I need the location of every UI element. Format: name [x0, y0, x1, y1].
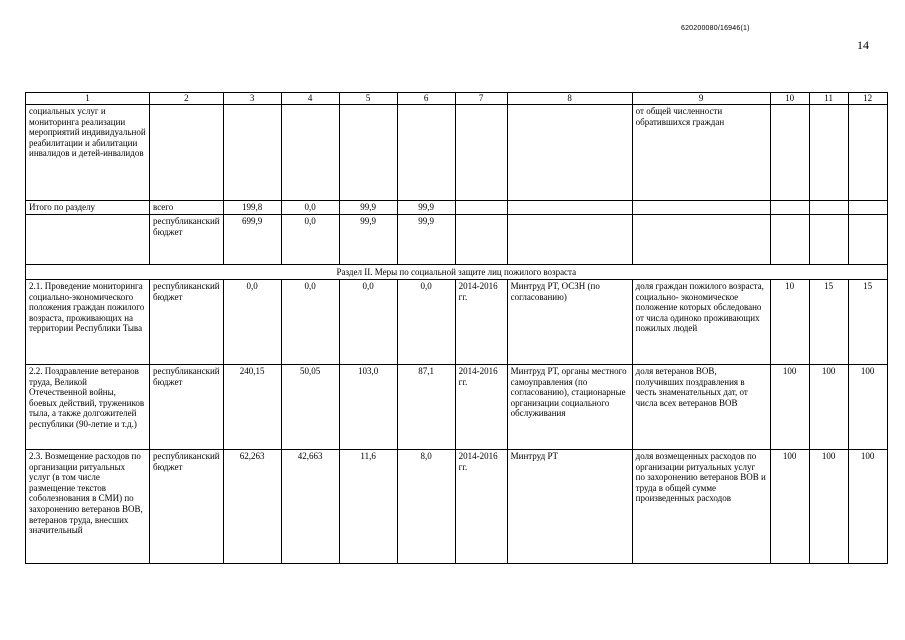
table-cell: 62,263 [223, 450, 281, 564]
table-cell: Минтруд РТ [507, 450, 632, 564]
table-cell: доля возмещенных расходов по организации ритуальных услуг по захоронению ветеранов ВОВ и труда в общей сумме произведенных расходов [632, 450, 770, 564]
table-cell [809, 201, 848, 215]
table-cell: 42,663 [281, 450, 339, 564]
header-cell: 8 [507, 93, 632, 105]
table-cell: 50,05 [281, 365, 339, 450]
table-cell: 99,9 [339, 201, 397, 215]
table-cell [455, 215, 507, 265]
table-cell [809, 105, 848, 201]
table-cell: 0,0 [397, 280, 455, 365]
table-cell: 2014-2016 гг. [455, 450, 507, 564]
table-cell [848, 215, 887, 265]
table-cell: социальных услуг и мониторинга реализации мероприятий индивидуальной реабилитации и абилитации инвалидов и детей-инвалидов [26, 105, 150, 201]
table-cell: 100 [770, 365, 809, 450]
table-row [26, 280, 888, 365]
table-cell: доля ветеранов ВОВ, получивших поздравления в честь знаменательных дат, от числа всех ветеранов ВОВ [632, 365, 770, 450]
header-cell: 1 [26, 93, 150, 105]
table-cell [770, 215, 809, 265]
table-cell [770, 105, 809, 201]
table-cell: 240,15 [223, 365, 281, 450]
header-cell: 3 [223, 93, 281, 105]
header-cell: 10 [770, 93, 809, 105]
header-cell: 4 [281, 93, 339, 105]
table-row [26, 215, 888, 265]
table-cell: Минтруд РТ, органы местного самоуправления (по согласованию), стационарные организации социального обслуживания [507, 365, 632, 450]
table-row [26, 365, 888, 450]
header-cell: 2 [150, 93, 224, 105]
table-cell: 100 [809, 450, 848, 564]
table-cell: 10 [770, 280, 809, 365]
table-cell [770, 201, 809, 215]
table-cell: республиканский бюджет [150, 280, 224, 365]
table-cell: 15 [809, 280, 848, 365]
table-cell: 2.2. Поздравление ветеранов труда, Великой Отечественной войны, боевых действий, тружеников тыла, а также долгожителей республики (90-летие и т.д.) [26, 365, 150, 450]
table-cell: 2014-2016 гг. [455, 280, 507, 365]
table-cell [223, 105, 281, 201]
table-cell: 0,0 [281, 215, 339, 265]
table-cell [281, 105, 339, 201]
table-cell: 2.3. Возмещение расходов по организации ритуальных услуг (в том числе размещение текстов соболезнования в СМИ) по захоронению ветеранов ВОВ, ветеранов труда, внесших значительный [26, 450, 150, 564]
table-cell: доля граждан пожилого возраста, социально- экономическое положение которых обследовано от числа одиноко проживающих пожилых людей [632, 280, 770, 365]
table-cell [455, 201, 507, 215]
table-cell: Итого по разделу [26, 201, 150, 215]
header-cell: 11 [809, 93, 848, 105]
table-cell: 103,0 [339, 365, 397, 450]
table-cell: республиканский бюджет [150, 215, 224, 265]
table-row [26, 201, 888, 215]
table-cell: Минтруд РТ, ОСЗН (по согласованию) [507, 280, 632, 365]
table-cell: 99,9 [397, 215, 455, 265]
header-cell: 6 [397, 93, 455, 105]
table-cell [397, 105, 455, 201]
table-cell: всего [150, 201, 224, 215]
program-table [25, 92, 888, 564]
header-cell: 7 [455, 93, 507, 105]
table-cell [455, 105, 507, 201]
header-cell: 9 [632, 93, 770, 105]
table-cell: 15 [848, 280, 887, 365]
table-cell: 2014-2016 гг. [455, 365, 507, 450]
table-cell: 699,9 [223, 215, 281, 265]
table-cell: 100 [848, 450, 887, 564]
table-cell: 100 [848, 365, 887, 450]
table-cell: 99,9 [339, 215, 397, 265]
table-cell: 0,0 [281, 280, 339, 365]
table-cell: 99,9 [397, 201, 455, 215]
table-cell [339, 105, 397, 201]
table-cell: 100 [809, 365, 848, 450]
table-cell: 11,6 [339, 450, 397, 564]
table-cell: от общей численности обратившихся граждан [632, 105, 770, 201]
table-cell: 0,0 [281, 201, 339, 215]
table-cell [632, 201, 770, 215]
table-cell [632, 215, 770, 265]
table-cell [26, 215, 150, 265]
section-title: Раздел II. Меры по социальной защите лиц пожилого возраста [26, 265, 888, 280]
table-cell [507, 201, 632, 215]
table-cell: 8,0 [397, 450, 455, 564]
table-cell [507, 105, 632, 201]
table-cell: республиканский бюджет [150, 450, 224, 564]
table-cell: 2.1. Проведение мониторинга социально-экономического положения граждан пожилого возраста, проживающих на территории Республики Тыва [26, 280, 150, 365]
section-row [26, 265, 888, 280]
page-number: 14 [857, 38, 869, 52]
table-cell [809, 215, 848, 265]
table-cell [848, 105, 887, 201]
header-cell: 12 [848, 93, 887, 105]
table-cell: 87,1 [397, 365, 455, 450]
table-cell: 199,8 [223, 201, 281, 215]
header-cell: 5 [339, 93, 397, 105]
table-cell [150, 105, 224, 201]
table-cell: 0,0 [339, 280, 397, 365]
table-row [26, 450, 888, 564]
table-cell: республиканский бюджет [150, 365, 224, 450]
document-id: 620200080/16946(1) [681, 25, 750, 32]
table-row [26, 105, 888, 201]
header-row [26, 93, 888, 105]
table-cell: 100 [770, 450, 809, 564]
table-cell [848, 201, 887, 215]
table-cell [507, 215, 632, 265]
table-cell: 0,0 [223, 280, 281, 365]
